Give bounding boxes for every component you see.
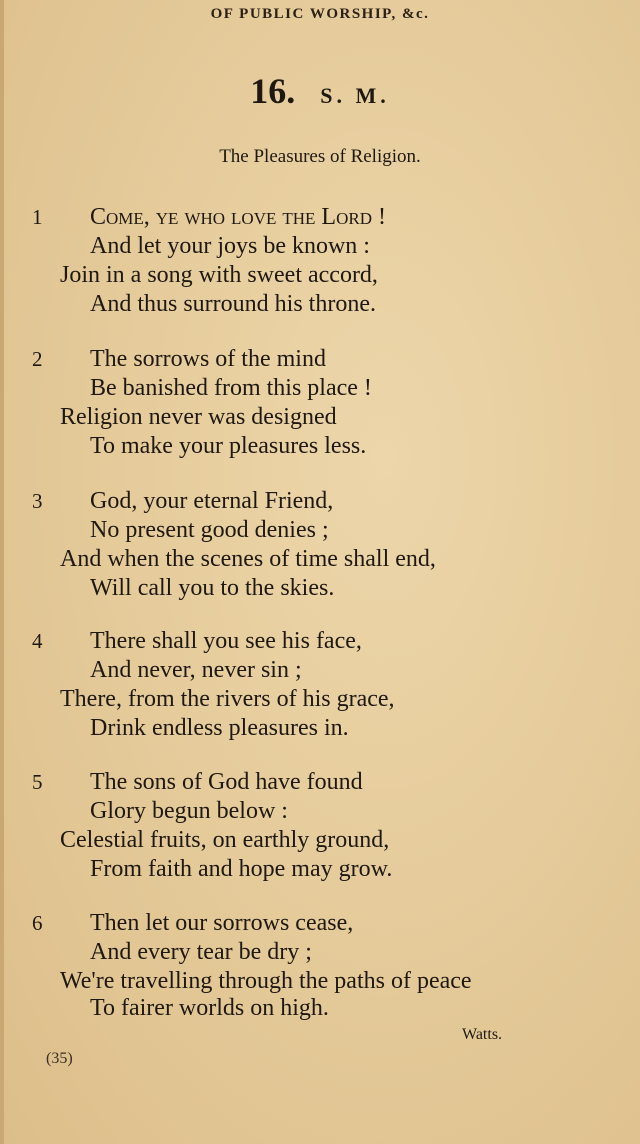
- verse-line: There, from the rivers of his grace,: [60, 686, 395, 712]
- verse-line: And never, never sin ;: [90, 657, 302, 683]
- verse-line: There shall you see his face,: [90, 628, 362, 654]
- verse-line: Then let our sorrows cease,: [90, 910, 354, 936]
- verse-line: The sorrows of the mind: [90, 346, 326, 372]
- page-number: (35): [46, 1050, 73, 1067]
- verse-line: No present good denies ;: [90, 517, 329, 543]
- verse-line: Religion never was designed: [60, 404, 337, 430]
- author-attribution: Watts.: [462, 1026, 503, 1043]
- verse-line: Will call you to the skies.: [90, 575, 335, 601]
- verse-number: 2: [32, 347, 43, 371]
- hymn-number: 16.: [250, 71, 296, 111]
- verse-line: To make your pleasures less.: [90, 433, 367, 459]
- verse-line: And every tear be dry ;: [90, 939, 312, 965]
- verse-number: 6: [32, 911, 43, 935]
- verse-line: To fairer worlds on high.: [90, 995, 329, 1021]
- running-head: OF PUBLIC WORSHIP, &c.: [210, 6, 430, 22]
- page-edge: [0, 0, 4, 1144]
- verse-line: Be banished from this place !: [90, 375, 372, 401]
- verse-line: And let your joys be known :: [90, 233, 370, 259]
- verse-line: The sons of God have found: [90, 769, 363, 795]
- verse-line: From faith and hope may grow.: [90, 856, 393, 882]
- verse-line: And thus surround his throne.: [90, 291, 376, 317]
- verse-line: Join in a song with sweet accord,: [60, 262, 378, 288]
- verse-line: Come, ye who love the Lord !: [90, 204, 386, 230]
- verse-line: God, your eternal Friend,: [90, 488, 334, 514]
- verse-number: 3: [32, 489, 43, 513]
- hymn-subtitle: The Pleasures of Religion.: [219, 146, 421, 167]
- hymn-title: [0, 70, 640, 112]
- verse-line: Celestial fruits, on earthly ground,: [60, 827, 390, 853]
- verse-number: 5: [32, 770, 43, 794]
- verse-line: Glory begun below :: [90, 798, 288, 824]
- verse-line: We're travelling through the paths of peace: [60, 968, 472, 994]
- verse-number: 1: [32, 205, 43, 229]
- hymn-meter: S. M.: [320, 83, 390, 108]
- verse-number: 4: [32, 629, 43, 653]
- verse-line: Drink endless pleasures in.: [90, 715, 349, 741]
- verse-line: And when the scenes of time shall end,: [60, 546, 436, 572]
